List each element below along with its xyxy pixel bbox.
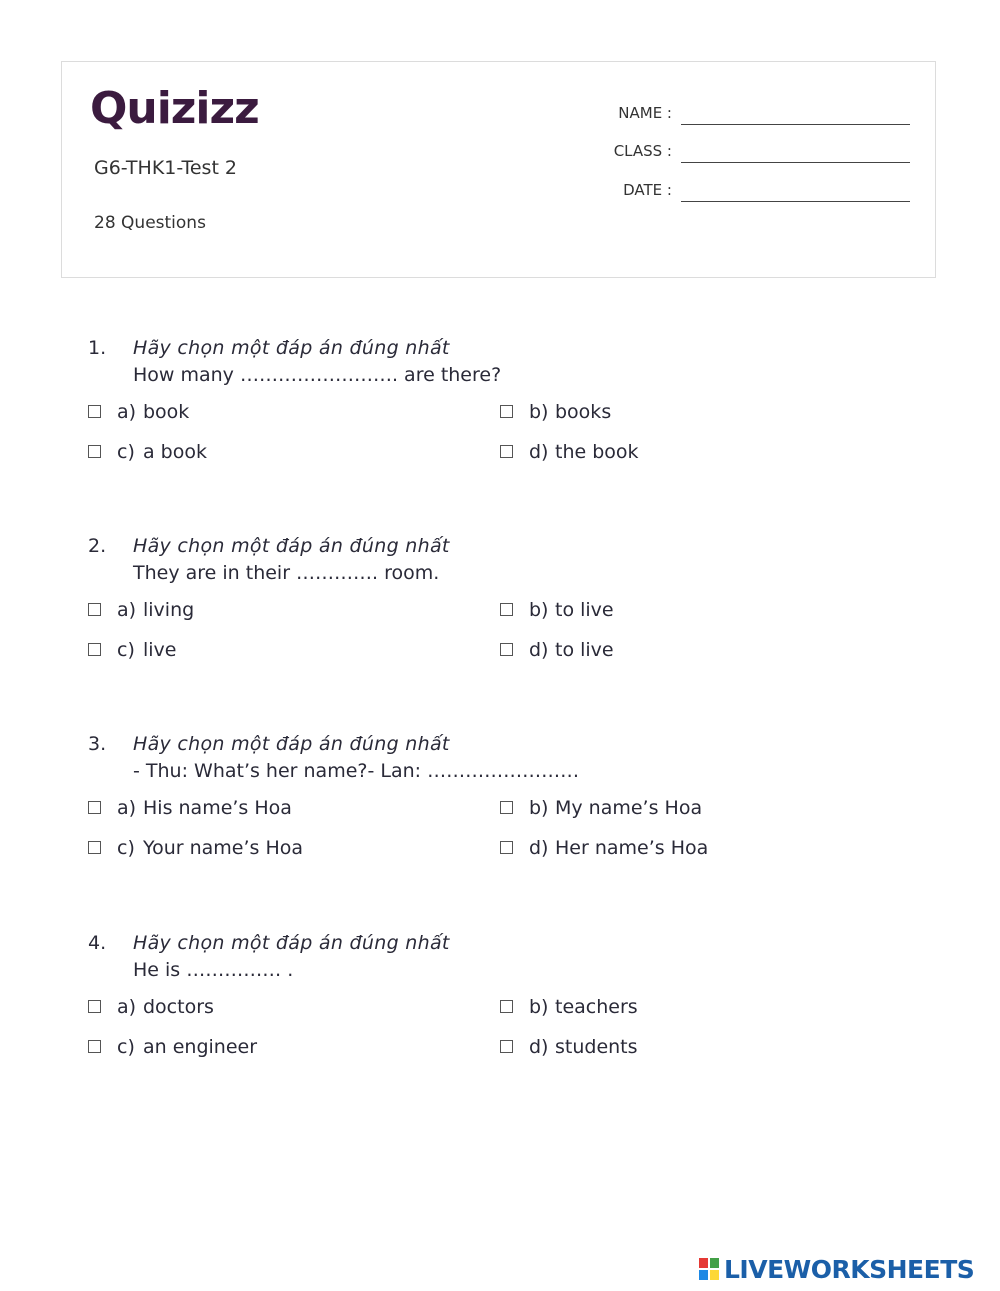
option-letter: c)	[117, 441, 135, 463]
checkbox-icon[interactable]	[500, 841, 513, 854]
option-text: Your name’s Hoa	[143, 837, 304, 859]
checkbox-icon[interactable]	[500, 1000, 513, 1013]
class-field	[560, 142, 910, 166]
option-text: live	[143, 639, 177, 661]
question-number: 4.	[88, 932, 107, 954]
checkbox-icon[interactable]	[88, 801, 101, 814]
logo-square-yellow	[709, 1269, 720, 1281]
checkbox-icon[interactable]	[500, 1040, 513, 1053]
option-text: teachers	[555, 996, 638, 1018]
option-letter: b)	[529, 797, 549, 819]
option-letter: b)	[529, 599, 549, 621]
question-3	[0, 733, 1000, 893]
question-number: 1.	[88, 337, 107, 359]
option-letter: d)	[529, 441, 549, 463]
checkbox-icon[interactable]	[500, 603, 513, 616]
option-letter: d)	[529, 639, 549, 661]
liveworksheets-logo-icon	[698, 1257, 720, 1281]
quizizz-logo: Quizizz	[90, 83, 259, 134]
question-instruction: Hãy chọn một đáp án đúng nhất	[133, 535, 450, 557]
question-instruction: Hãy chọn một đáp án đúng nhất	[133, 733, 450, 755]
checkbox-icon[interactable]	[88, 1040, 101, 1053]
checkbox-icon[interactable]	[500, 445, 513, 458]
question-text: How many ……………………. are there?	[133, 364, 502, 386]
question-number: 2.	[88, 535, 107, 557]
option-letter: d)	[529, 1036, 549, 1058]
quiz-title: G6-THK1-Test 2	[94, 157, 238, 179]
checkbox-icon[interactable]	[88, 1000, 101, 1013]
date-input-line[interactable]	[681, 201, 910, 202]
name-input-line[interactable]	[681, 124, 910, 125]
liveworksheets-wordmark: LIVEWORKSHEETS	[724, 1254, 975, 1284]
question-instruction: Hãy chọn một đáp án đúng nhất	[133, 932, 450, 954]
logo-square-green	[709, 1257, 720, 1269]
class-label: CLASS :	[613, 142, 672, 160]
option-text: an engineer	[143, 1036, 258, 1058]
option-text: Her name’s Hoa	[555, 837, 709, 859]
option-text: My name’s Hoa	[555, 797, 703, 819]
checkbox-icon[interactable]	[88, 841, 101, 854]
option-text: to live	[555, 639, 614, 661]
option-text: living	[143, 599, 195, 621]
checkbox-icon[interactable]	[500, 643, 513, 656]
option-letter: c)	[117, 639, 135, 661]
question-text: He is …………… .	[133, 959, 294, 981]
name-field	[560, 104, 910, 128]
checkbox-icon[interactable]	[88, 603, 101, 616]
question-2	[0, 535, 1000, 695]
option-letter: b)	[529, 401, 549, 423]
option-letter: a)	[117, 599, 137, 621]
option-letter: c)	[117, 1036, 135, 1058]
question-count: 28 Questions	[94, 213, 206, 233]
name-label: NAME :	[618, 104, 672, 122]
checkbox-icon[interactable]	[88, 643, 101, 656]
logo-square-blue	[698, 1269, 709, 1281]
liveworksheets-brand	[698, 1254, 974, 1284]
option-letter: a)	[117, 797, 137, 819]
question-text: They are in their …………. room.	[133, 562, 440, 584]
date-label: DATE :	[623, 181, 672, 199]
option-letter: a)	[117, 401, 137, 423]
option-letter: d)	[529, 837, 549, 859]
option-text: books	[555, 401, 612, 423]
logo-square-red	[698, 1257, 709, 1269]
option-text: doctors	[143, 996, 214, 1018]
option-text: His name’s Hoa	[143, 797, 292, 819]
question-1	[0, 337, 1000, 497]
checkbox-icon[interactable]	[500, 405, 513, 418]
checkbox-icon[interactable]	[88, 445, 101, 458]
option-text: a book	[143, 441, 207, 463]
class-input-line[interactable]	[681, 162, 910, 163]
option-text: students	[555, 1036, 638, 1058]
option-text: the book	[555, 441, 639, 463]
checkbox-icon[interactable]	[88, 405, 101, 418]
question-number: 3.	[88, 733, 107, 755]
option-letter: a)	[117, 996, 137, 1018]
option-text: to live	[555, 599, 614, 621]
question-4	[0, 932, 1000, 1092]
question-instruction: Hãy chọn một đáp án đúng nhất	[133, 337, 450, 359]
option-text: book	[143, 401, 190, 423]
option-letter: b)	[529, 996, 549, 1018]
question-text: - Thu: What’s her name?- Lan: ……………………	[133, 760, 580, 782]
date-field	[560, 181, 910, 205]
option-letter: c)	[117, 837, 135, 859]
checkbox-icon[interactable]	[500, 801, 513, 814]
